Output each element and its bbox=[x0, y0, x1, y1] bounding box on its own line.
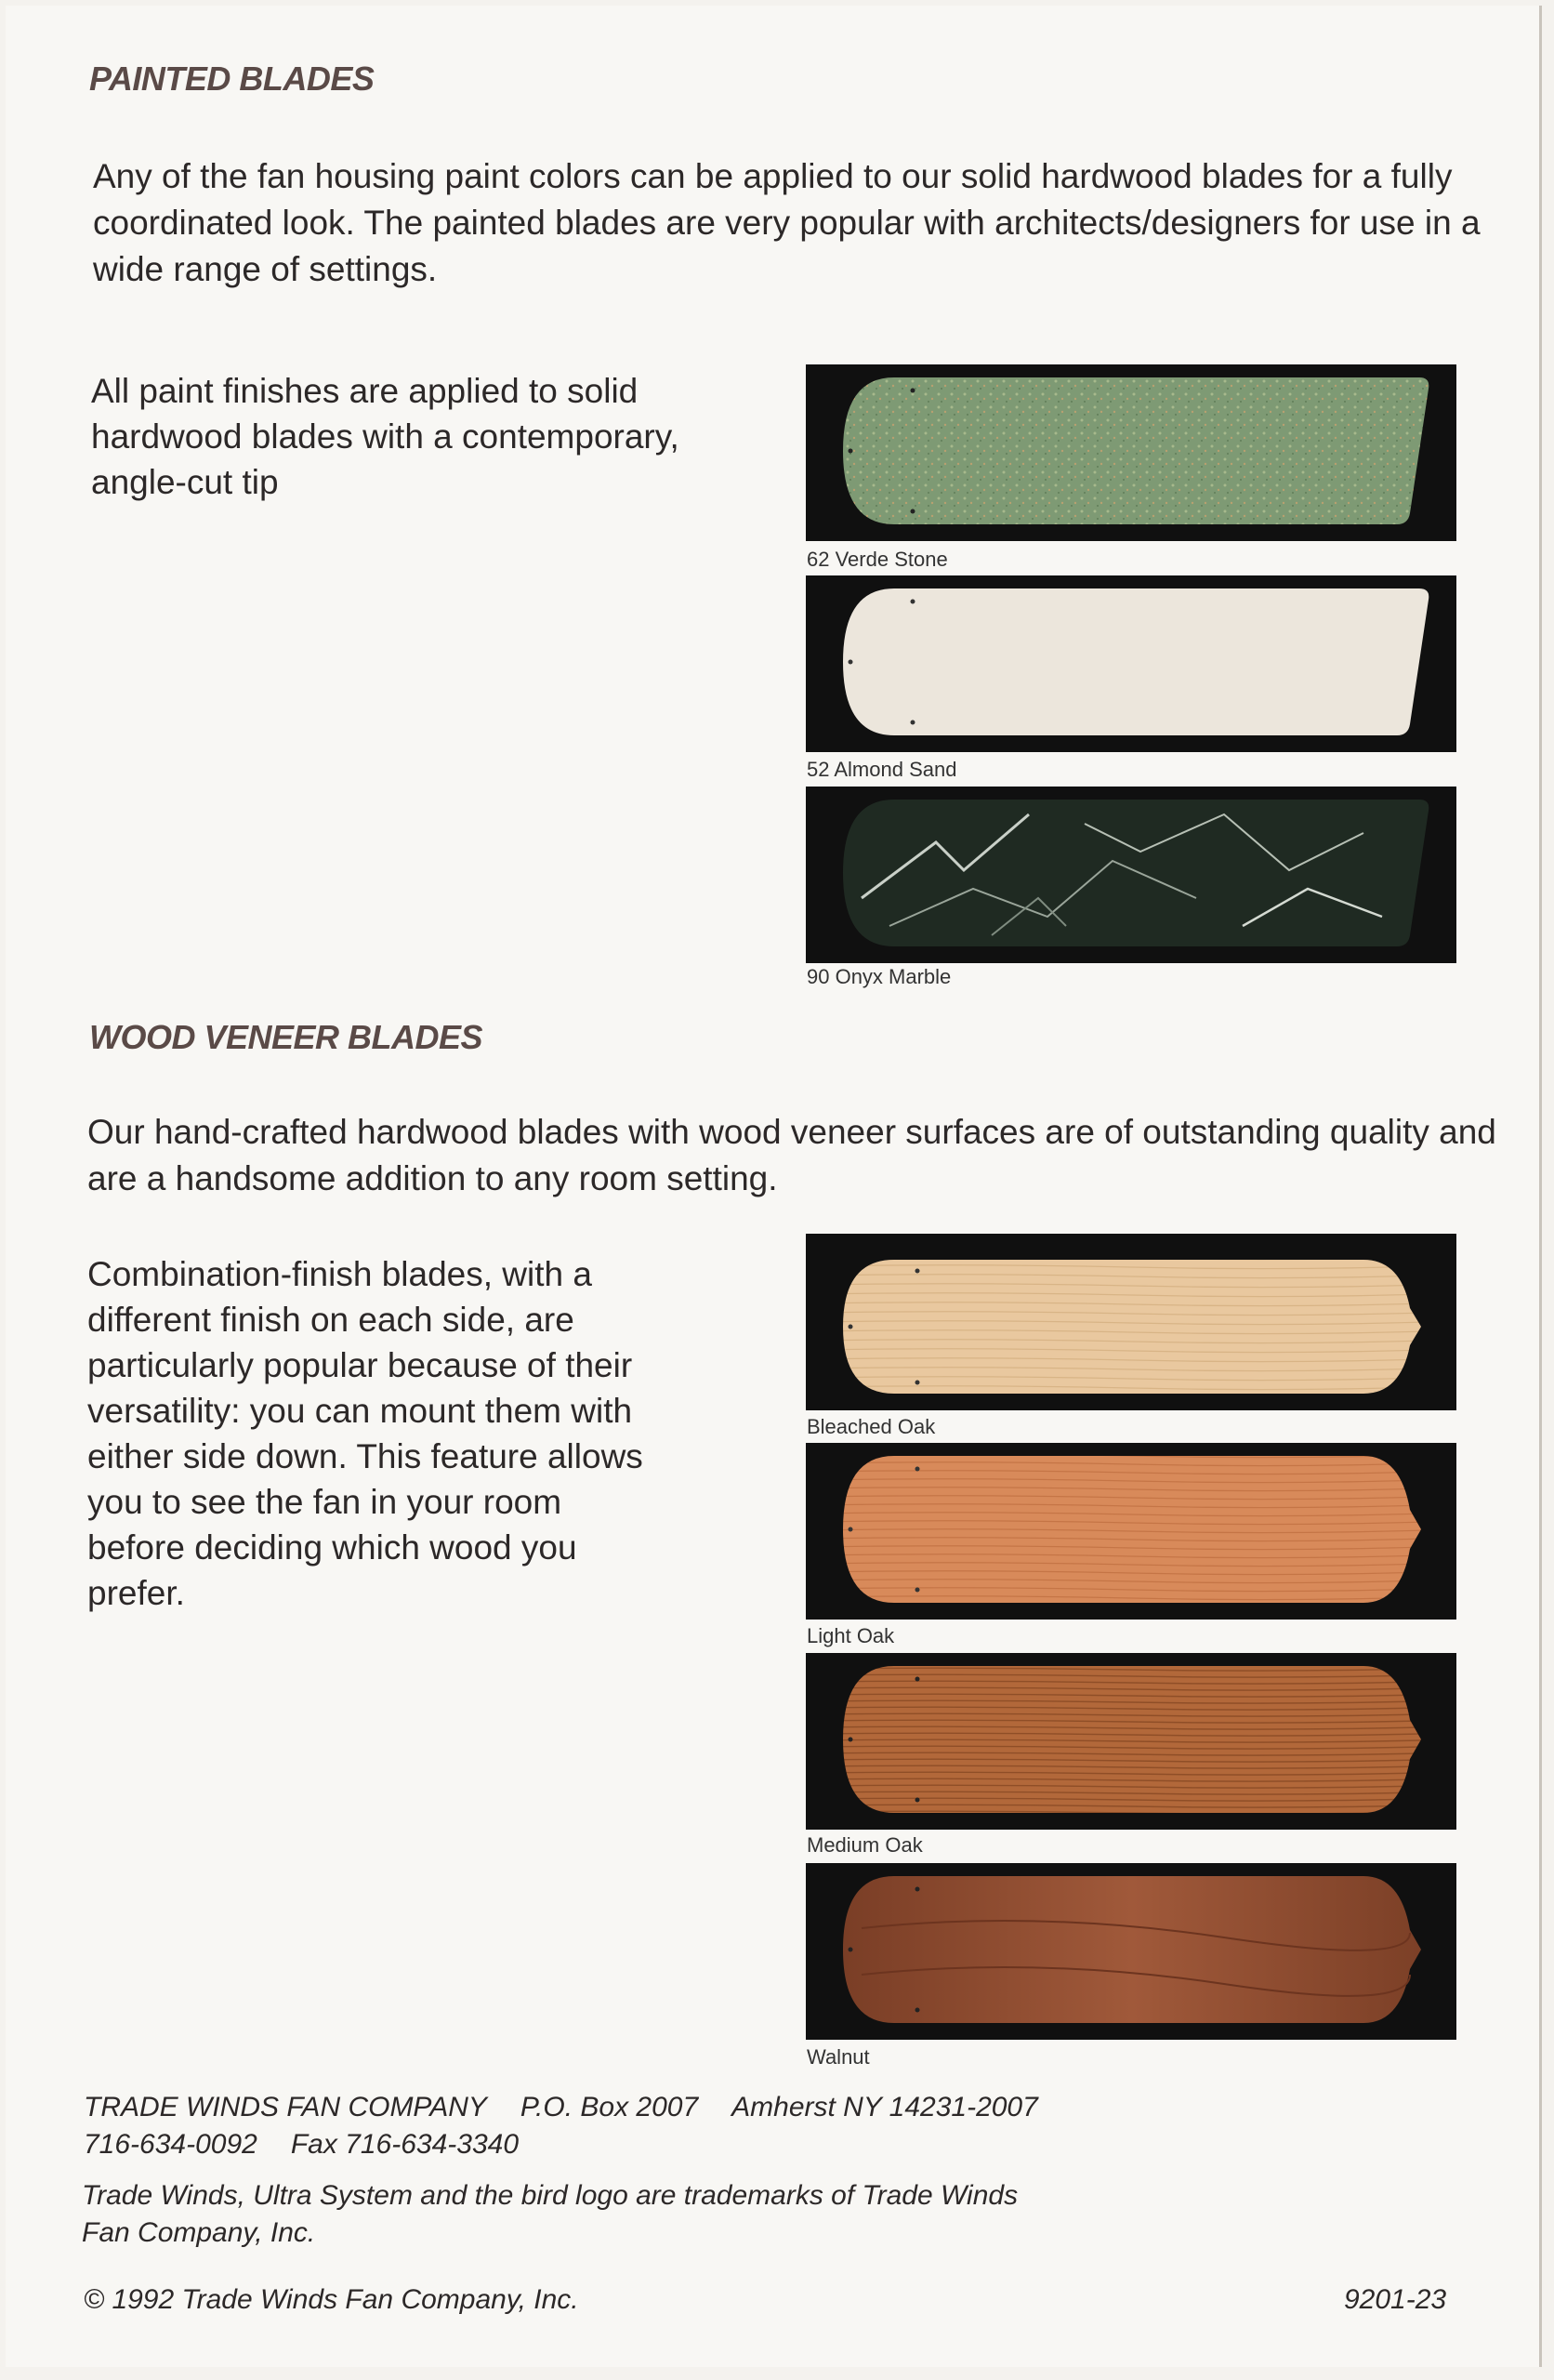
caption-almond-sand: 52 Almond Sand bbox=[807, 758, 957, 781]
blade-sample-verde-stone bbox=[806, 364, 1456, 541]
blade-sample-onyx-marble bbox=[806, 787, 1456, 963]
painted-side-text: All paint finishes are applied to solid hardwood blades with a contemporary, angle-cut tip bbox=[91, 372, 679, 501]
company-phone: 716-634-0092 bbox=[84, 2129, 257, 2160]
trademark-notice: Trade Winds, Ultra System and the bird logo are trademarks of Trade Winds Fan Company, Inc. bbox=[82, 2180, 1019, 2248]
wood-veneer-heading: WOOD VENEER BLADES bbox=[89, 1018, 483, 1056]
company-city: Amherst NY 14231-2007 bbox=[731, 2092, 1038, 2122]
caption-medium-oak: Medium Oak bbox=[807, 1833, 923, 1857]
caption-bleached-oak: Bleached Oak bbox=[807, 1415, 936, 1438]
caption-light-oak: Light Oak bbox=[807, 1624, 895, 1647]
medium-oak-blade-image bbox=[806, 1653, 1456, 1830]
blade-sample-light-oak bbox=[806, 1443, 1456, 1620]
painted-intro-text: Any of the fan housing paint colors can be applied to our solid hardwood blades for a fully coordinated look. The painted blades are very popular with architects/designers for use in a wide range of settings. bbox=[93, 157, 1481, 288]
painted-blades-heading: PAINTED BLADES bbox=[89, 60, 375, 98]
walnut-blade-image bbox=[806, 1863, 1456, 2040]
veneer-intro-text: Our hand-crafted hardwood blades with wood veneer surfaces are of outstanding quality and are a handsome addition to any room setting. bbox=[87, 1113, 1496, 1197]
blade-sample-almond-sand bbox=[806, 575, 1456, 752]
caption-verde-stone: 62 Verde Stone bbox=[807, 548, 948, 571]
document-code: 9201-23 bbox=[1344, 2284, 1447, 2315]
copyright-notice: © 1992 Trade Winds Fan Company, Inc. bbox=[84, 2284, 579, 2315]
almond-sand-blade-image bbox=[806, 575, 1456, 752]
bleached-oak-blade-image bbox=[806, 1234, 1456, 1410]
light-oak-blade-image bbox=[806, 1443, 1456, 1620]
blade-sample-medium-oak bbox=[806, 1653, 1456, 1830]
verde-stone-blade-image bbox=[806, 364, 1456, 541]
blade-sample-bleached-oak bbox=[806, 1234, 1456, 1410]
blade-sample-walnut bbox=[806, 1863, 1456, 2040]
po-box: P.O. Box 2007 bbox=[520, 2092, 699, 2122]
company-fax: Fax 716-634-3340 bbox=[290, 2129, 519, 2160]
onyx-marble-blade-image bbox=[806, 787, 1456, 963]
company-contact bbox=[84, 2126, 552, 2163]
caption-walnut: Walnut bbox=[807, 2045, 870, 2069]
company-name: TRADE WINDS FAN COMPANY bbox=[84, 2092, 487, 2122]
veneer-side-text: Combination-finish blades, with a different finish on each side, are particularly popular because of their versatility: you can mount them with either side down. This feature allows you to see the fan in your room before deciding which wood you prefer. bbox=[87, 1255, 643, 1612]
company-address bbox=[84, 2089, 1072, 2126]
caption-onyx-marble: 90 Onyx Marble bbox=[807, 965, 952, 988]
